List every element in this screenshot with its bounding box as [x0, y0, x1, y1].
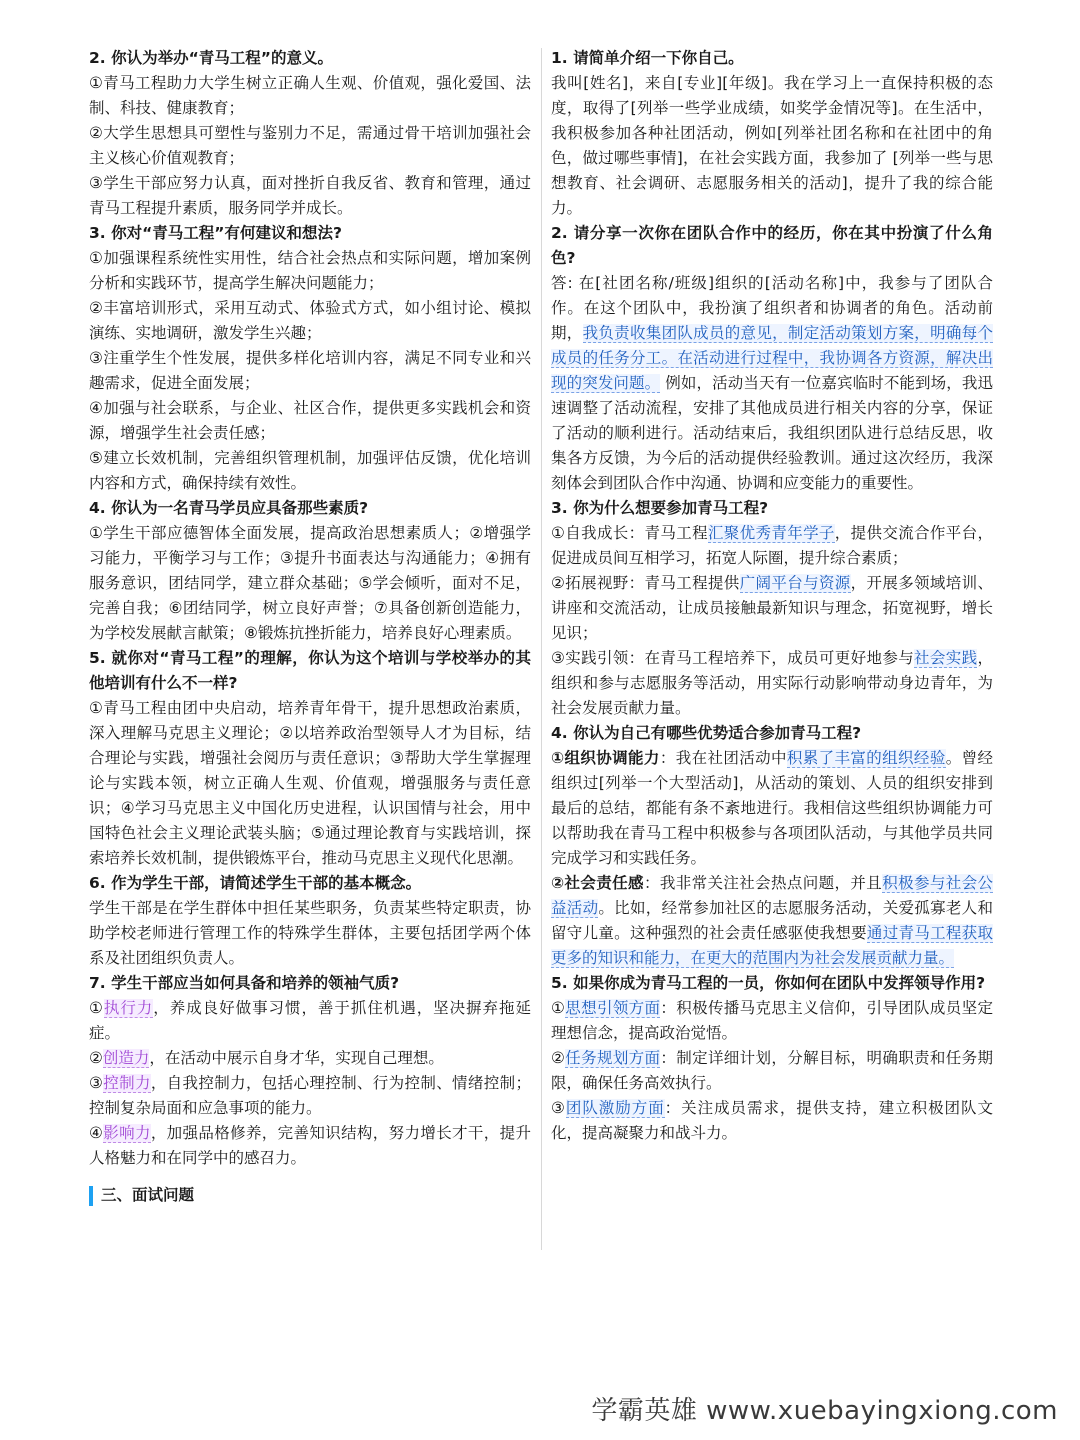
answer-segment: 答: 在[社团名称/班级]组织的[活动名称]中，我参与了团队合作。在这个团队中，我扮演了组织者和协调者的角色。活动前期，: [551, 274, 993, 342]
left-column: [89, 46, 531, 1208]
answer-text: [551, 746, 993, 871]
answer-segment: ，组织和参与志愿服务等活动，用实际行动影响带动身边青年，为社会发展贡献力量。: [551, 649, 993, 717]
item-text: ，自我控制力，包括心理控制、行为控制、情绪控制；控制复杂局面和应急事项的能力。: [89, 1074, 531, 1117]
item-text: ：制定详细计划，分解目标，明确职责和任务期限，确保任务高效执行。: [551, 1049, 993, 1092]
answer-text: [551, 646, 993, 721]
item-number: ②: [551, 1049, 566, 1067]
answer-segment: ③实践引领：在青马工程培养下，成员可更好地参与: [551, 649, 915, 667]
answer-text: ⑤建立长效机制，完善组织管理机制，加强评估反馈，优化培训内容和方式，确保持续有效性。: [89, 449, 531, 492]
highlight-phrase: 积累了丰富的组织经验: [786, 749, 946, 767]
highlight-keyword: 影响力: [103, 1124, 151, 1142]
answer-text: ②丰富培训形式，采用互动式、体验式方式，如小组讨论、模拟演练、实地调研，激发学生兴趣；: [89, 299, 531, 342]
answer-text: [551, 521, 993, 571]
question-heading: 7. 学生干部应当如何具备和培养的领袖气质?: [89, 974, 400, 992]
answer-text: [89, 1046, 531, 1071]
highlight-phrase: 积极参与社会公益活动: [551, 874, 993, 917]
answer-text: ①青马工程由团中央启动，培养青年骨干，提升思想政治素质，深入理解马克思主义理论；②以培养政治型领导人才为目标，结合理论与实践，增强社会阅历与责任意识；③帮助大学生掌握理论与实践本领，树立正确人生观、价值观，增强服务与责任意识；④学习马克思主义中国化历史进程，认识国情与社会，用中国特色社会主义理论武装头脑；⑤通过理论教育与实践培训，探索培养长效机制，提供锻炼平台，推动马克思主义现代化思潮。: [89, 699, 531, 867]
highlight-keyword: 执行力: [103, 999, 154, 1017]
bold-keyword: ②社会责任感: [551, 874, 644, 892]
right-column: [551, 46, 993, 1146]
highlight-keyword: 思想引领方面: [565, 999, 661, 1017]
question-heading: 6. 作为学生干部，请简述学生干部的基本概念。: [89, 874, 422, 892]
item-number: ①: [551, 999, 566, 1017]
answer-text: ③学生干部应努力认真，面对挫折自我反省、教育和管理，通过青马工程提升素质，服务同学并成长。: [89, 174, 531, 217]
answer-segment: 。曾经组织过[列举一个大型活动]，从活动的策划、人员的组织安排到最后的总结，都能有条不紊地进行。我相信这些组织协调能力可以帮助我在青马工程中积极参与各项团队活动，与其他学员共同完成学习和实践任务。: [551, 749, 993, 867]
column-divider: [541, 48, 542, 1250]
highlight-keyword: 控制力: [103, 1074, 151, 1092]
answer-text: ③注重学生个性发展，提供多样化培训内容，满足不同专业和兴趣需求，促进全面发展；: [89, 349, 531, 392]
section-heading: [89, 1183, 531, 1208]
question-heading: 4. 你认为自己有哪些优势适合参加青马工程?: [551, 724, 862, 742]
answer-text: [551, 871, 993, 971]
item-text: ，在活动中展示自身才华，实现自己理想。: [149, 1049, 444, 1067]
answer-segment: 例如，活动当天有一位嘉宾临时不能到场，我迅速调整了活动流程，安排了其他成员进行相关内容的分享，保证了活动的顺利进行。活动结束后，我组织团队进行总结反思，收集各方反馈，为今后的活动提供经验教训。通过这次经历，我深刻体会到团队合作中沟通、协调和应变能力的重要性。: [551, 374, 993, 492]
answer-segment: ：我在社团活动中: [659, 749, 787, 767]
answer-text: ①加强课程系统性实用性，结合社会热点和实际问题，增加案例分析和实践环节，提高学生解决问题能力；: [89, 249, 531, 292]
answer-text: 学生干部是在学生群体中担任某些职务，负责某些特定职责，协助学校老师进行管理工作的特殊学生群体，主要包括团学两个体系及社团组织负责人。: [89, 899, 531, 967]
answer-text: [89, 1071, 531, 1121]
highlight-keyword: 团队激励方面: [565, 1099, 665, 1117]
question-heading: 1. 请简单介绍一下你自己。: [551, 49, 744, 67]
answer-text: ①青马工程助力大学生树立正确人生观、价值观，强化爱国、法制、科技、健康教育；: [89, 74, 531, 117]
answer-text: [89, 1121, 531, 1171]
item-number: ④: [89, 1124, 104, 1142]
answer-text: 我叫[姓名]，来自[专业][年级]。我在学习上一直保持积极的态度，取得了[列举一些学业成绩，如奖学金情况等]。在生活中，我积极参加各种社团活动，例如[列举社团名称和在社团中的角色，做过哪些事情]，在社会实践方面，我参加了 [列举一些与思想教育、社会调研、志愿服务相关的活动]，提升了我的综合能力。: [551, 74, 993, 217]
answer-segment: ，开展多领域培训、讲座和交流活动，让成员接触最新知识与理念，拓宽视野，增长见识；: [551, 574, 993, 642]
item-text: ：关注成员需求，提供支持，建立积极团队文化，提高凝聚力和战斗力。: [551, 1099, 993, 1142]
question-heading: 3. 你对“青马工程”有何建议和想法?: [89, 224, 342, 242]
answer-text: [551, 271, 993, 496]
item-text: ：积极传播马克思主义信仰，引导团队成员坚定理想信念，提高政治觉悟。: [551, 999, 993, 1042]
question-heading: 5. 如果你成为青马工程的一员，你如何在团队中发挥领导作用?: [551, 974, 986, 992]
answer-text: [551, 1046, 993, 1096]
highlight-keyword: 创造力: [102, 1049, 150, 1067]
item-number: ③: [89, 1074, 104, 1092]
answer-text: ①学生干部应德智体全面发展，提高政治思想素质人；②增强学习能力，平衡学习与工作；③提升书面表达与沟通能力；④拥有服务意识，团结同学，建立群众基础；⑤学会倾听，面对不足，完善自我；⑥团结同学，树立良好声誉；⑦具备创新创造能力，为学校发展献言献策；⑧锻炼抗挫折能力，培养良好心理素质。: [89, 524, 531, 642]
question-heading: 2. 请分享一次你在团队合作中的经历，你在其中扮演了什么角色?: [551, 224, 993, 267]
answer-text: ④加强与社会联系，与企业、社区合作，提供更多实践机会和资源，增强学生社会责任感；: [89, 399, 531, 442]
answer-segment: ②拓展视野：青马工程提供: [551, 574, 740, 592]
answer-segment: ，提供交流合作平台，促进成员间互相学习，拓宽人际圈，提升综合素质；: [551, 524, 993, 567]
highlight-phrase: 广阔平台与资源: [739, 574, 851, 592]
answer-text: [89, 996, 531, 1046]
question-heading: 4. 你认为一名青马学员应具备那些素质?: [89, 499, 369, 517]
highlight-phrase: 汇聚优秀青年学子: [707, 524, 835, 542]
answer-text: ②大学生思想具可塑性与鉴别力不足，需通过骨干培训加强社会主义核心价值观教育；: [89, 124, 531, 167]
answer-segment: ①自我成长：青马工程: [551, 524, 708, 542]
answer-text: [551, 1096, 993, 1146]
highlight-phrase: 通过青马工程获取更多的知识和能力，在更大的范围内为社会发展贡献力量。: [551, 924, 993, 967]
bold-keyword: ①组织协调能力: [551, 749, 660, 767]
item-number: ①: [89, 999, 104, 1017]
answer-segment: ：我非常关注社会热点问题，并且: [643, 874, 883, 892]
answer-text: [551, 571, 993, 646]
item-text: ，加强品格修养，完善知识结构，努力增长才干，提升人格魅力和在同学中的感召力。: [89, 1124, 531, 1167]
highlight-keyword: 任务规划方面: [565, 1049, 661, 1067]
section-title: 三、面试问题: [101, 1186, 195, 1204]
highlight-phrase: 我负责收集团队成员的意见，制定活动策划方案，明确每个成员的任务分工。在活动进行过程中，我协调各方资源，解决出现的突发问题。: [551, 324, 993, 392]
question-heading: 5. 就你对“青马工程”的理解，你认为这个培训与学校举办的其他培训有什么不一样?: [89, 649, 531, 692]
section-bar: [89, 1186, 93, 1206]
item-number: ③: [551, 1099, 566, 1117]
item-number: ②: [89, 1049, 103, 1067]
question-heading: 3. 你为什么想要参加青马工程?: [551, 499, 769, 517]
answer-text: [551, 996, 993, 1046]
item-text: ，养成良好做事习惯，善于抓住机遇，坚决摒弃拖延症。: [89, 999, 531, 1042]
answer-segment: 。比如，经常参加社区的志愿服务活动，关爱孤寡老人和留守儿童。这种强烈的社会责任感驱使我想要: [551, 899, 993, 942]
question-heading: 2. 你认为举办“青马工程”的意义。: [89, 49, 333, 67]
highlight-phrase: 社会实践: [914, 649, 978, 667]
site-watermark: 学霸英雄 www.xuebayingxiong.com: [591, 1396, 1058, 1426]
